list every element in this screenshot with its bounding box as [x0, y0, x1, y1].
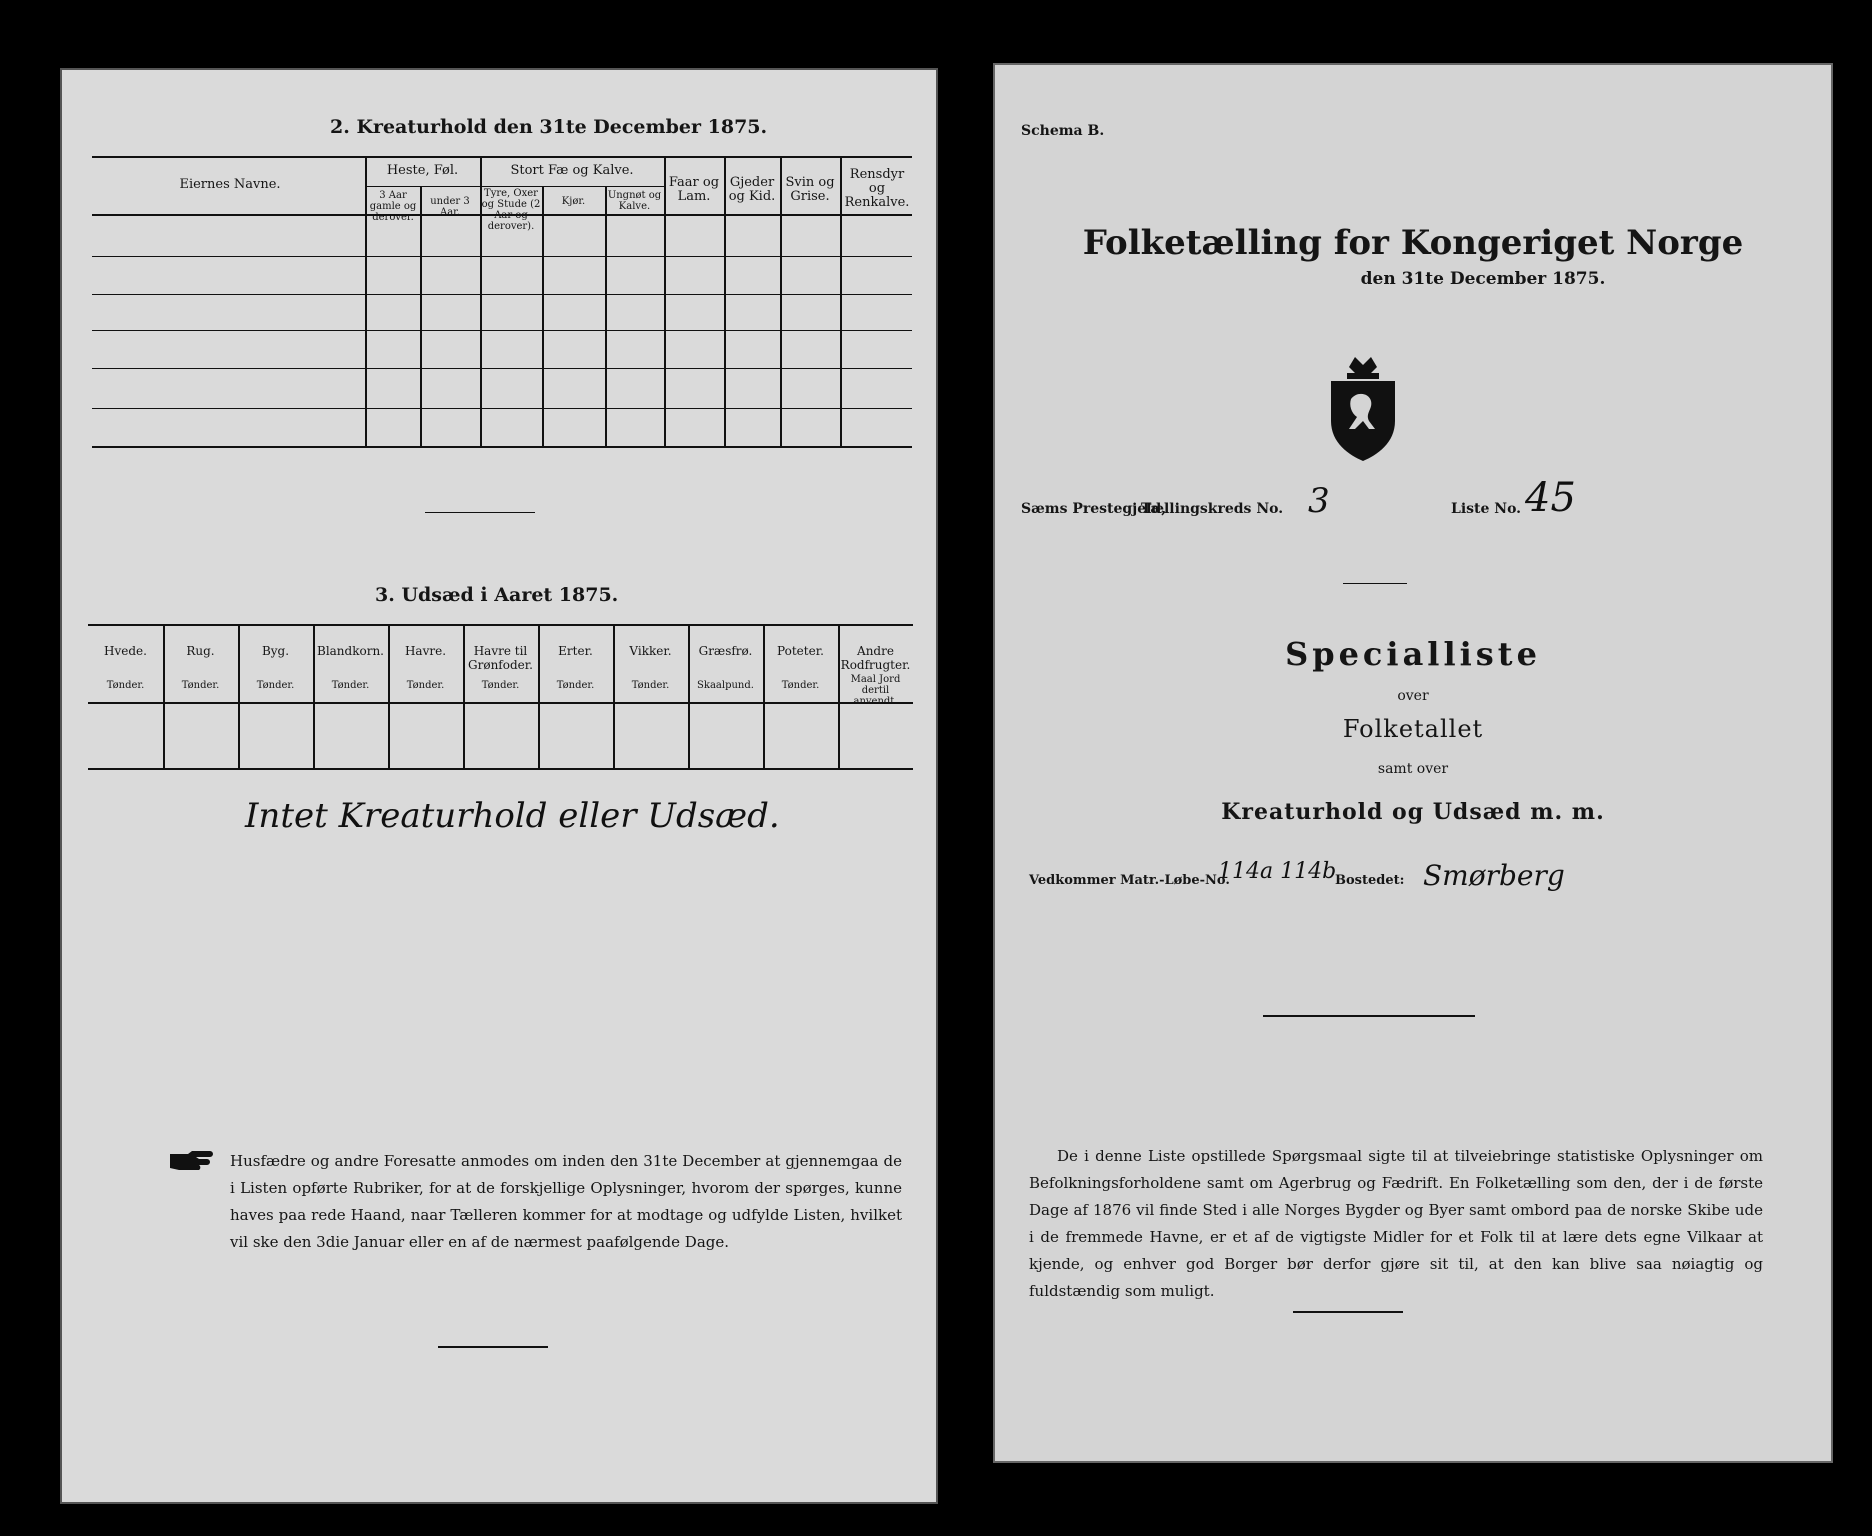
- table2-col-divider: [605, 186, 607, 446]
- bostedet-label: Bostedet:: [1335, 873, 1405, 888]
- schema-label: Schema B.: [1021, 123, 1105, 139]
- table3-col-header: Havre til Grønfoder.: [468, 644, 533, 672]
- table3-col-header: Hvede.: [104, 644, 147, 658]
- table2-subheader-rule: [365, 186, 480, 187]
- bottom-divider: [1293, 1311, 1403, 1313]
- table3-col-unit: Tønder.: [631, 680, 670, 691]
- matr-label: Vedkommer Matr.-Løbe-No.: [1029, 873, 1230, 888]
- tellingskreds-value: 3: [1308, 481, 1330, 521]
- pigs-header: Svin og Grise.: [785, 175, 835, 204]
- short-divider: [1343, 583, 1407, 584]
- table3-col-header: Havre.: [404, 644, 447, 658]
- table3-col-header: Blandkorn.: [317, 644, 384, 658]
- horses-young-header: under 3 Aar.: [430, 196, 470, 218]
- section3-title: 3. Udsæd i Aaret 1875.: [375, 584, 619, 606]
- table3-col-unit: Tønder.: [556, 680, 595, 691]
- divider-short: [425, 512, 535, 513]
- table3-col-unit: Tønder.: [106, 680, 145, 691]
- goats-header: Gjeder og Kid.: [728, 175, 776, 204]
- left-page: [60, 68, 938, 1504]
- prestegjeld-label: Sæms Prestegjeld,: [1021, 501, 1167, 517]
- table3-col-unit: Tønder.: [481, 680, 520, 691]
- norwegian-lion-icon: [1323, 353, 1403, 463]
- section2-title: 2. Kreaturhold den 31te December 1875.: [330, 116, 768, 138]
- table3-col-unit: Maal Jord dertil anvendt.: [850, 674, 901, 707]
- mid-divider: [1263, 1015, 1475, 1017]
- date-line: den 31te December 1875.: [1360, 269, 1606, 289]
- pointing-hand-icon: [168, 1150, 216, 1172]
- table3-col-header: Erter.: [558, 644, 593, 658]
- horses-group-header: Heste, Føl.: [386, 163, 459, 178]
- table2-row-rule: [92, 368, 912, 369]
- table3-col-header: Byg.: [261, 644, 290, 658]
- cattle-bulls-header: Tyre, Oxer og Stude (2 Aar og derover).: [481, 188, 541, 232]
- liste-value: 45: [1525, 475, 1576, 521]
- table3-col-unit: Tønder.: [181, 680, 220, 691]
- table3-bottom-rule: [88, 768, 913, 770]
- table2-bottom-rule: [92, 446, 912, 448]
- table3-header-rule: [88, 702, 913, 704]
- table3-col-unit: Tønder.: [331, 680, 370, 691]
- bottom-short-rule: [438, 1346, 548, 1348]
- table2-col-divider: [542, 186, 544, 446]
- intro-paragraph: De i denne Liste opstillede Spørgsmaal sigte til at tilveiebringe statistiske Oplysninger om Befolkningsforholdene samt om Agerbrug og Fædrift. En Folketælling som den, der i de første Dage af 1876 vil finde Sted i alle Norges Bygder og Byer samt ombord paa de norske Skibe ude i de fremmede Havne, er et af de vigtigste Midler for et Folk til at lære dets egne Vilkaar at kjende, og enhver god Borger bør derfor gjøre sit til, at den kan blive saa nøiagtig og fuldstændig som muligt.: [1029, 1147, 1763, 1300]
- cattle-group-header: Stort Fæ og Kalve.: [510, 163, 634, 178]
- table2-top-rule: [92, 156, 912, 158]
- matr-value: 114a 114b: [1218, 859, 1337, 884]
- owner-names-header: Eiernes Navne.: [179, 177, 281, 192]
- cattle-cows-header: Kjør.: [561, 196, 586, 207]
- table3-col-unit: Tønder.: [406, 680, 445, 691]
- table3-col-header: Græsfrø.: [698, 644, 753, 658]
- kreaturhold-title: Kreaturhold og Udsæd m. m.: [1221, 799, 1605, 825]
- tellingskreds-label: Tællingskreds No.: [1141, 501, 1284, 517]
- sheep-header: Faar og Lam.: [668, 175, 720, 204]
- table2-subheader-rule: [480, 186, 664, 187]
- table3-col-header: Poteter.: [777, 644, 824, 658]
- folketallet-title: Folketallet: [1342, 715, 1484, 743]
- table2-row-rule: [92, 256, 912, 257]
- liste-label: Liste No.: [1451, 501, 1522, 517]
- table3-col-header: Rug.: [186, 644, 215, 658]
- notice-text: Husfædre og andre Foresatte anmodes om inden den 31te December at gjennemgaa de i Listen opførte Rubriker, for at de forskjellige Oplysninger, hvorom der spørges, kunne haves paa rede Haand, naar Tælleren kommer for at modtage og udfylde Listen, hvilket vil ske den 3die Januar eller en af de nærmest paafølgende Dage.: [230, 1152, 902, 1251]
- table2-col-divider: [420, 186, 422, 446]
- over-text: over: [1397, 688, 1429, 704]
- specialliste-title: Specialliste: [1285, 635, 1541, 673]
- reindeer-header: Rensdyr og Renkalve.: [844, 167, 910, 210]
- table3-top-rule: [88, 624, 913, 626]
- handwritten-note: Intet Kreaturhold eller Udsæd.: [245, 796, 780, 836]
- table3-col-header: Vikker.: [629, 644, 672, 658]
- table3-col-unit: Skaalpund.: [697, 680, 754, 691]
- bostedet-value: Smørberg: [1423, 859, 1565, 892]
- main-title: Folketælling for Kongeriget Norge: [1082, 223, 1744, 263]
- horses-old-header: 3 Aar gamle og derover.: [369, 190, 417, 223]
- samt-over-text: samt over: [1377, 761, 1449, 777]
- table2-row-rule: [92, 408, 912, 409]
- table2-row-rule: [92, 330, 912, 331]
- right-page: [993, 63, 1833, 1463]
- table2-row-rule: [92, 294, 912, 295]
- table3-col-unit: Tønder.: [781, 680, 820, 691]
- table3-col-header: Andre Rodfrugter.: [840, 644, 911, 672]
- table3-col-unit: Tønder.: [256, 680, 295, 691]
- cattle-young-header: Ungnøt og Kalve.: [607, 190, 662, 212]
